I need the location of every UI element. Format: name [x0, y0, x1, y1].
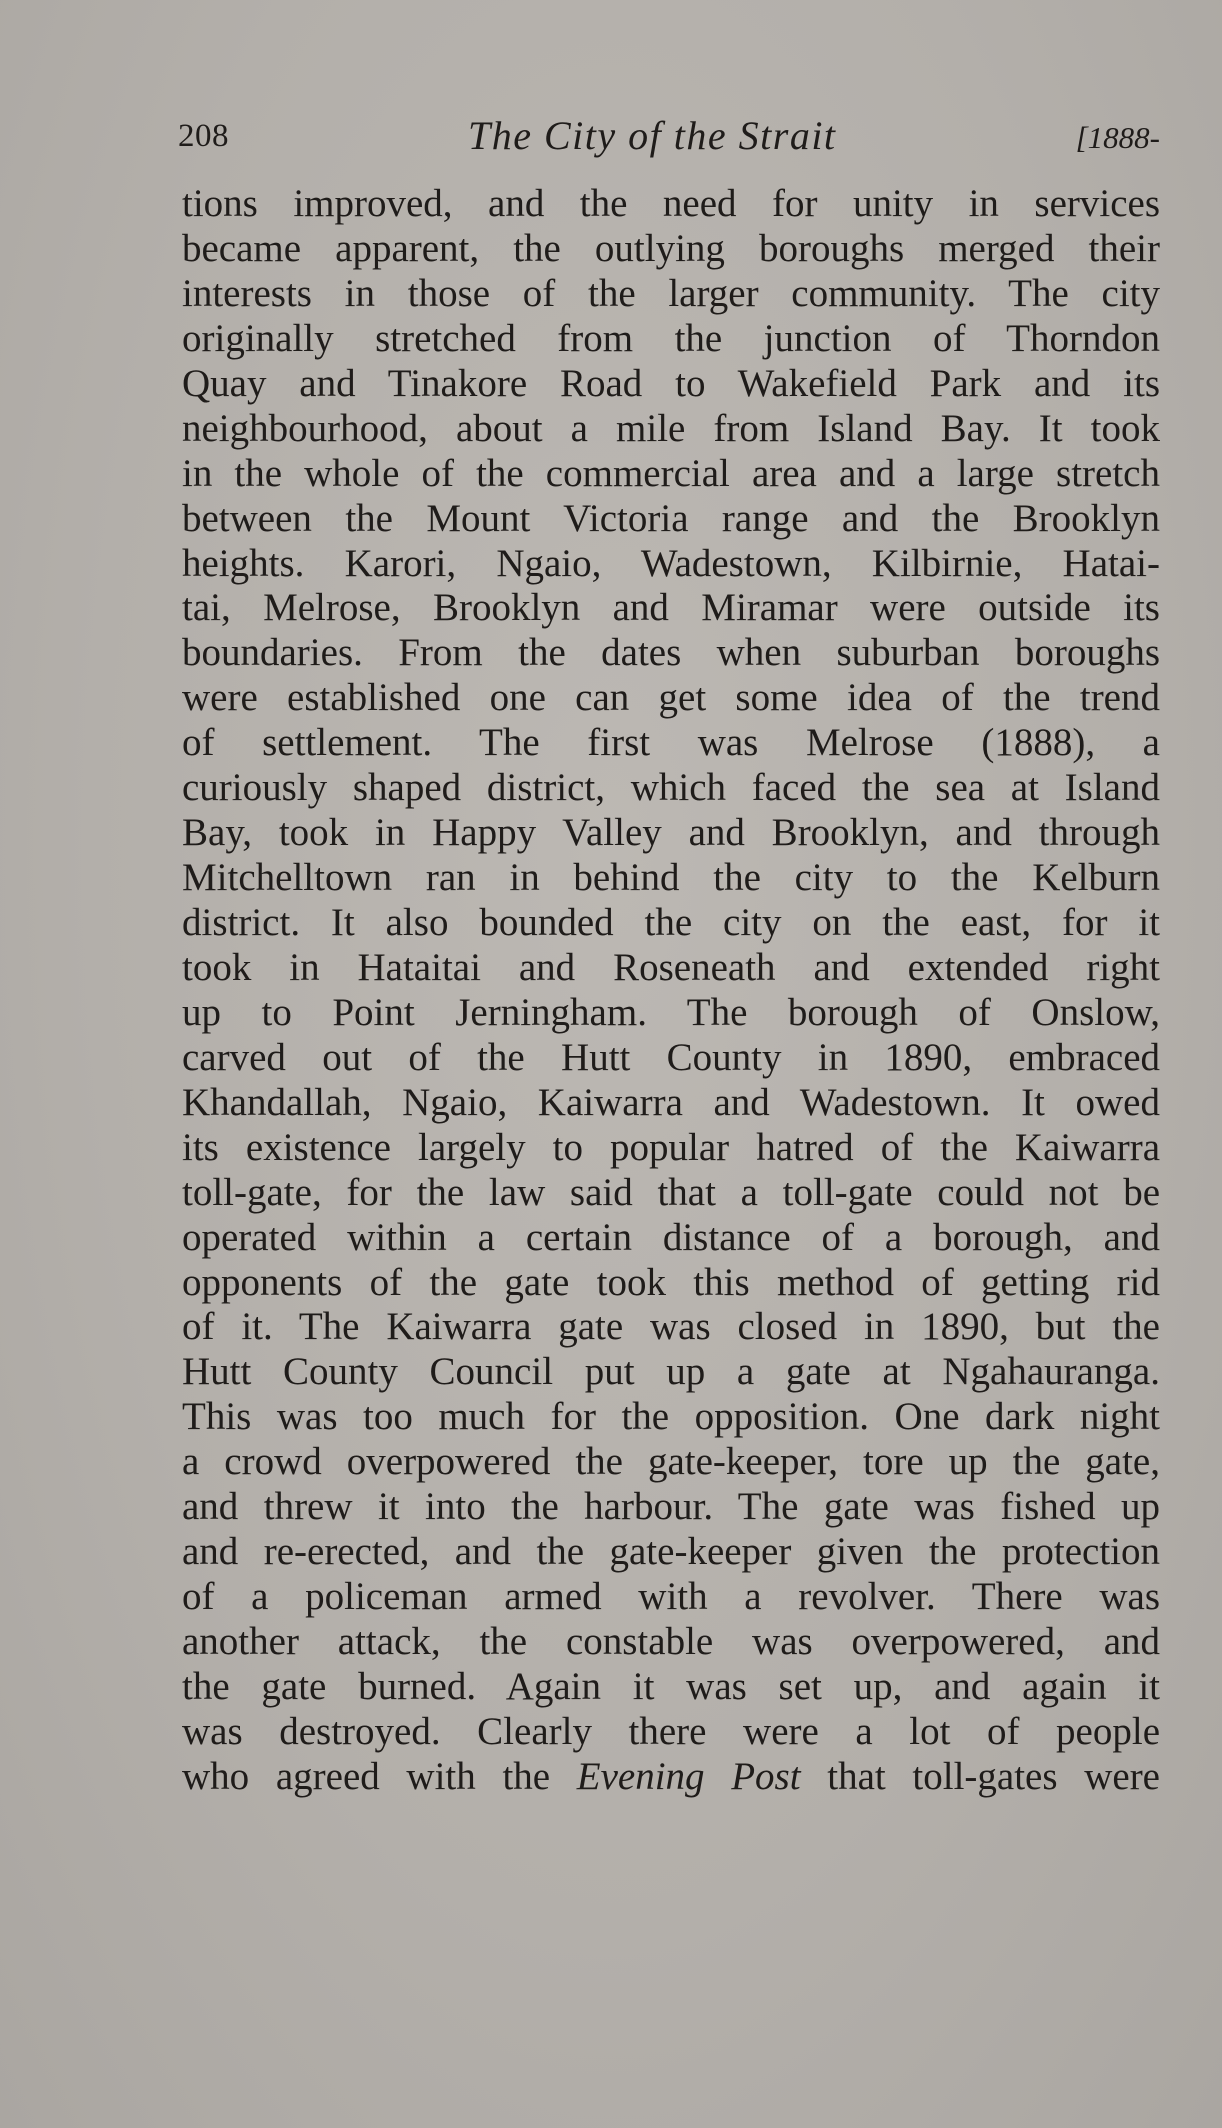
text-line: in the whole of the commercial area and a large stretch	[182, 451, 1160, 495]
text-line: its existence largely to popular hatred of the Kaiwarra	[182, 1125, 1160, 1169]
text-line: Khandallah, Ngaio, Kaiwarra and Wadestown. It owed	[182, 1080, 1160, 1124]
text-line: neighbourhood, about a mile from Island Bay. It took	[182, 406, 1160, 450]
text-line-final	[182, 1755, 1160, 1800]
page-number: 208	[178, 118, 229, 154]
text-span: that toll-gates were	[800, 1754, 1160, 1798]
text-line: originally stretched from the junction of Thorndon	[182, 316, 1160, 360]
text-line: operated within a certain distance of a borough, and	[182, 1215, 1160, 1259]
running-year: [1888-	[1075, 120, 1160, 155]
newspaper-title: Evening Post	[576, 1754, 801, 1798]
text-line: opponents of the gate took this method of getting rid	[182, 1260, 1160, 1304]
text-line: the gate burned. Again it was set up, and again it	[182, 1664, 1160, 1708]
text-line: of a policeman armed with a revolver. There was	[182, 1575, 1160, 1619]
text-line: and re-erected, and the gate-keeper given the protection	[182, 1530, 1160, 1574]
text-line: a crowd overpowered the gate-keeper, tore up the gate,	[182, 1440, 1160, 1484]
text-line: up to Point Jerningham. The borough of Onslow,	[182, 990, 1160, 1034]
text-line: were established one can get some idea of the trend	[182, 676, 1160, 720]
text-span: who agreed with the	[182, 1754, 577, 1798]
text-line: Bay, took in Happy Valley and Brooklyn, and through	[182, 811, 1160, 855]
text-line: and threw it into the harbour. The gate was fished up	[182, 1485, 1160, 1529]
running-head	[178, 112, 1160, 168]
text-line: was destroyed. Clearly there were a lot of people	[182, 1709, 1160, 1753]
text-line: between the Mount Victoria range and the Brooklyn	[182, 496, 1160, 540]
text-line: heights. Karori, Ngaio, Wadestown, Kilbirnie, Hatai-	[182, 541, 1160, 585]
text-line: toll-gate, for the law said that a toll-gate could not be	[182, 1170, 1160, 1214]
text-line: Quay and Tinakore Road to Wakefield Park and its	[182, 361, 1160, 405]
text-line: interests in those of the larger community. The city	[182, 271, 1160, 315]
text-line: district. It also bounded the city on the east, for it	[182, 901, 1160, 944]
text-line: Hutt County Council put up a gate at Ngahauranga.	[182, 1350, 1160, 1394]
text-line: This was too much for the opposition. One dark night	[182, 1395, 1160, 1439]
text-line: tions improved, and the need for unity in services	[182, 182, 1160, 225]
text-line: tai, Melrose, Brooklyn and Miramar were outside its	[182, 586, 1160, 630]
text-line: another attack, the constable was overpowered, and	[182, 1620, 1160, 1663]
running-title: The City of the Strait	[468, 113, 837, 158]
text-line: became apparent, the outlying boroughs merged their	[182, 226, 1160, 270]
body-text	[182, 182, 1160, 1800]
text-line: Mitchelltown ran in behind the city to the Kelburn	[182, 856, 1160, 900]
text-line: boundaries. From the dates when suburban boroughs	[182, 631, 1160, 675]
text-line: of settlement. The first was Melrose (1888), a	[182, 721, 1160, 765]
text-line: carved out of the Hutt County in 1890, embraced	[182, 1035, 1160, 1079]
text-line: took in Hataitai and Roseneath and extended right	[182, 945, 1160, 989]
text-line: of it. The Kaiwarra gate was closed in 1890, but the	[182, 1305, 1160, 1349]
text-line: curiously shaped district, which faced the sea at Island	[182, 766, 1160, 810]
